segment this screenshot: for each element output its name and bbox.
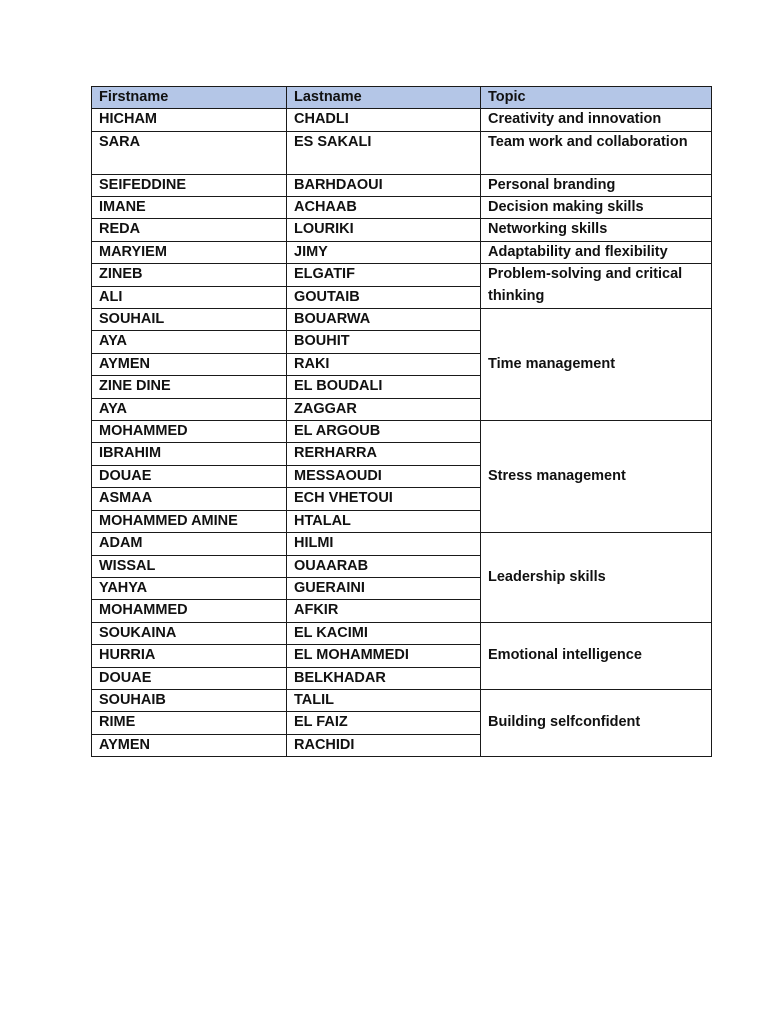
header-topic: Topic <box>481 87 712 109</box>
table-row <box>92 109 712 131</box>
table-row <box>92 219 712 241</box>
lastname-cell: BARHDAOUI <box>287 174 481 196</box>
lastname-cell: EL KACIMI <box>287 622 481 644</box>
firstname-cell: WISSAL <box>92 555 287 577</box>
header-lastname: Lastname <box>287 87 481 109</box>
participants-table <box>91 86 712 757</box>
lastname-cell: ES SAKALI <box>287 131 481 174</box>
firstname-cell: AYMEN <box>92 734 287 756</box>
firstname-cell: AYA <box>92 398 287 420</box>
lastname-cell: HILMI <box>287 533 481 555</box>
lastname-cell: RAKI <box>287 353 481 375</box>
lastname-cell: JIMY <box>287 241 481 263</box>
lastname-cell: CHADLI <box>287 109 481 131</box>
firstname-cell: ZINEB <box>92 264 287 286</box>
lastname-cell: TALIL <box>287 689 481 711</box>
topic-cell: Emotional intelligence <box>481 622 712 689</box>
firstname-cell: ALI <box>92 286 287 308</box>
firstname-cell: REDA <box>92 219 287 241</box>
topic-cell: Adaptability and flexibility <box>481 241 712 263</box>
lastname-cell: AFKIR <box>287 600 481 622</box>
topic-cell: Problem-solving and critical thinking <box>481 264 712 309</box>
topic-cell: Personal branding <box>481 174 712 196</box>
lastname-cell: ACHAAB <box>287 197 481 219</box>
firstname-cell: HURRIA <box>92 645 287 667</box>
topic-cell: Stress management <box>481 421 712 533</box>
table-row <box>92 241 712 263</box>
lastname-cell: ZAGGAR <box>287 398 481 420</box>
table-row <box>92 622 712 644</box>
lastname-cell: ECH VHETOUI <box>287 488 481 510</box>
firstname-cell: SOUHAIB <box>92 689 287 711</box>
lastname-cell: EL ARGOUB <box>287 421 481 443</box>
firstname-cell: YAHYA <box>92 577 287 599</box>
firstname-cell: DOUAE <box>92 465 287 487</box>
topic-cell: Time management <box>481 309 712 421</box>
table-row <box>92 421 712 443</box>
firstname-cell: MOHAMMED AMINE <box>92 510 287 532</box>
firstname-cell: ZINE DINE <box>92 376 287 398</box>
firstname-cell: IBRAHIM <box>92 443 287 465</box>
lastname-cell: LOURIKI <box>287 219 481 241</box>
table-row <box>92 309 712 331</box>
topic-cell: Leadership skills <box>481 533 712 623</box>
table-row <box>92 174 712 196</box>
table-row <box>92 264 712 286</box>
firstname-cell: HICHAM <box>92 109 287 131</box>
topic-cell: Building selfconfident <box>481 689 712 756</box>
topic-cell: Decision making skills <box>481 197 712 219</box>
firstname-cell: AYA <box>92 331 287 353</box>
firstname-cell: ASMAA <box>92 488 287 510</box>
lastname-cell: BOUARWA <box>287 309 481 331</box>
lastname-cell: BOUHIT <box>287 331 481 353</box>
firstname-cell: MOHAMMED <box>92 600 287 622</box>
firstname-cell: MOHAMMED <box>92 421 287 443</box>
lastname-cell: RACHIDI <box>287 734 481 756</box>
firstname-cell: RIME <box>92 712 287 734</box>
table-row <box>92 533 712 555</box>
lastname-cell: BELKHADAR <box>287 667 481 689</box>
lastname-cell: RERHARRA <box>287 443 481 465</box>
header-row <box>92 87 712 109</box>
lastname-cell: GUERAINI <box>287 577 481 599</box>
lastname-cell: GOUTAIB <box>287 286 481 308</box>
firstname-cell: IMANE <box>92 197 287 219</box>
firstname-cell: SARA <box>92 131 287 174</box>
lastname-cell: EL FAIZ <box>287 712 481 734</box>
firstname-cell: DOUAE <box>92 667 287 689</box>
firstname-cell: SOUKAINA <box>92 622 287 644</box>
topic-cell: Team work and collaboration <box>481 131 712 174</box>
table-row <box>92 197 712 219</box>
table-row <box>92 689 712 711</box>
firstname-cell: MARYIEM <box>92 241 287 263</box>
lastname-cell: ELGATIF <box>287 264 481 286</box>
lastname-cell: HTALAL <box>287 510 481 532</box>
lastname-cell: EL BOUDALI <box>287 376 481 398</box>
firstname-cell: SOUHAIL <box>92 309 287 331</box>
table-row <box>92 131 712 174</box>
header-firstname: Firstname <box>92 87 287 109</box>
firstname-cell: ADAM <box>92 533 287 555</box>
lastname-cell: MESSAOUDI <box>287 465 481 487</box>
firstname-cell: SEIFEDDINE <box>92 174 287 196</box>
lastname-cell: OUAARAB <box>287 555 481 577</box>
lastname-cell: EL MOHAMMEDI <box>287 645 481 667</box>
firstname-cell: AYMEN <box>92 353 287 375</box>
topic-cell: Creativity and innovation <box>481 109 712 131</box>
topic-cell: Networking skills <box>481 219 712 241</box>
